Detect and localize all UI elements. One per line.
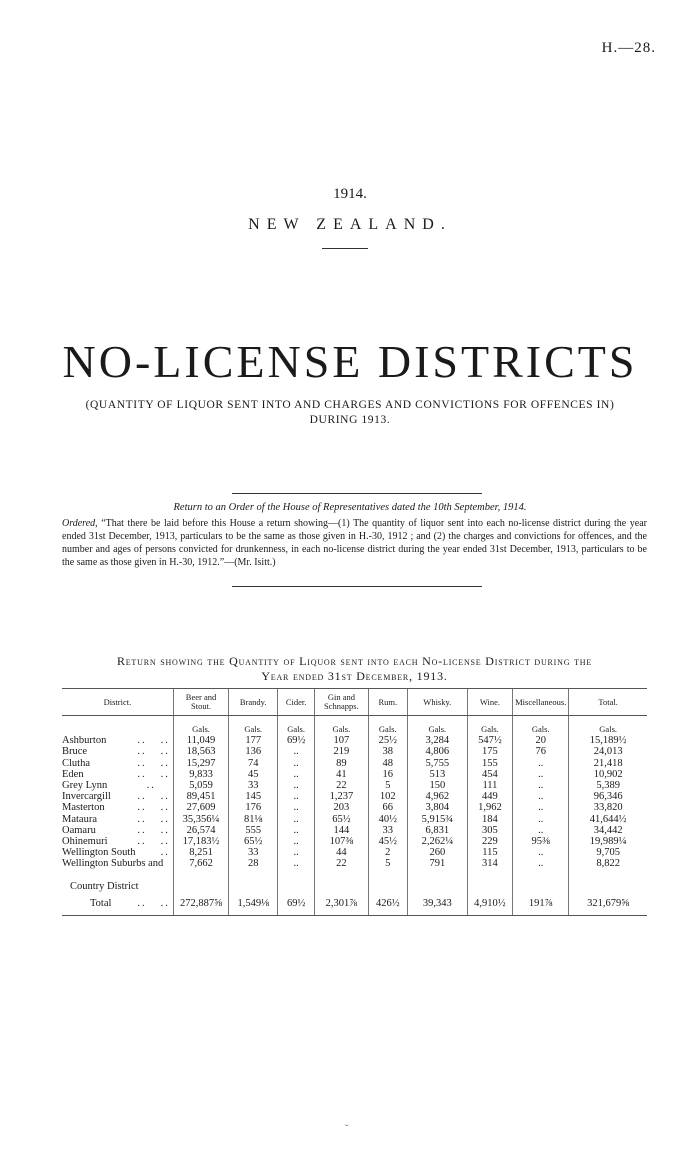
district-name: Ohinemuri bbox=[62, 836, 108, 848]
document-subtitle: (QUANTITY OF LIQUOR SENT INTO AND CHARGES AND CONVICTIONS FOR OFFENCES IN) DURING 1913. bbox=[85, 399, 615, 426]
leader-dots-1: .. bbox=[137, 768, 147, 780]
district-name: Oamaru bbox=[62, 824, 96, 836]
value-cell: 2 bbox=[368, 847, 407, 858]
divider-bottom-note bbox=[232, 586, 482, 587]
table-row bbox=[62, 769, 647, 780]
leader-dots bbox=[156, 881, 170, 892]
value-cell bbox=[407, 881, 467, 892]
page-reference: H.—28. bbox=[601, 40, 656, 56]
leader-dots-2: .. bbox=[160, 791, 170, 803]
value-cell: .. bbox=[278, 847, 315, 858]
value-cell: 95⅜ bbox=[513, 836, 569, 847]
leader-dots-2: .. bbox=[160, 824, 170, 836]
value-cell: 184 bbox=[467, 814, 512, 825]
column-header: Wine. bbox=[467, 689, 512, 716]
value-cell bbox=[569, 881, 647, 892]
value-cell: 9,705 bbox=[569, 847, 647, 858]
value-cell: .. bbox=[513, 780, 569, 791]
unit-cell: Gals. bbox=[569, 716, 647, 736]
value-cell: 66 bbox=[368, 802, 407, 813]
value-cell: .. bbox=[513, 769, 569, 780]
value-cell: 111 bbox=[467, 780, 512, 791]
value-cell: 44 bbox=[315, 847, 369, 858]
document-title: NO-LICENSE DISTRICTS bbox=[62, 336, 638, 387]
value-cell: 5,755 bbox=[407, 758, 467, 769]
leader-dots-1: .. bbox=[137, 836, 147, 848]
leader-dots-2: .. bbox=[160, 898, 170, 910]
value-cell: 1,237 bbox=[315, 791, 369, 802]
district-cell bbox=[62, 892, 173, 916]
unit-cell: Gals. bbox=[278, 716, 315, 736]
value-cell: 45 bbox=[229, 769, 278, 780]
value-cell: .. bbox=[278, 858, 315, 880]
value-cell: 7,662 bbox=[173, 858, 228, 880]
value-cell: 21,418 bbox=[569, 758, 647, 769]
value-cell: .. bbox=[278, 802, 315, 813]
ordered-paragraph bbox=[62, 517, 647, 569]
value-cell: 191⅞ bbox=[513, 892, 569, 916]
leader-dots-2: .. bbox=[160, 847, 170, 859]
liquor-table bbox=[62, 688, 647, 916]
value-cell: 41,644½ bbox=[569, 814, 647, 825]
value-cell: 24,013 bbox=[569, 746, 647, 757]
district-name: Invercargill bbox=[62, 791, 111, 803]
column-header: Brandy. bbox=[229, 689, 278, 716]
unit-cell bbox=[62, 716, 173, 736]
table-row bbox=[62, 858, 647, 880]
value-cell: 19,989¼ bbox=[569, 836, 647, 847]
value-cell: 4,962 bbox=[407, 791, 467, 802]
value-cell: 33 bbox=[229, 780, 278, 791]
leader-dots bbox=[137, 898, 170, 909]
value-cell: 107 bbox=[315, 735, 369, 746]
district-name: Masterton bbox=[62, 802, 105, 814]
value-cell: 791 bbox=[407, 858, 467, 880]
value-cell: 22 bbox=[315, 780, 369, 791]
value-cell bbox=[315, 881, 369, 892]
leader-dots bbox=[137, 769, 170, 780]
value-cell: 513 bbox=[407, 769, 467, 780]
value-cell: 69½ bbox=[278, 892, 315, 916]
header-row bbox=[62, 689, 647, 716]
leader-dots bbox=[137, 836, 170, 847]
district-name: Ashburton bbox=[62, 735, 107, 747]
value-cell: 33 bbox=[368, 825, 407, 836]
value-cell: 5 bbox=[368, 858, 407, 880]
column-header: Beer and Stout. bbox=[173, 689, 228, 716]
divider-short bbox=[322, 248, 368, 249]
value-cell bbox=[173, 881, 228, 892]
leader-dots bbox=[137, 814, 170, 825]
district-cell bbox=[62, 858, 173, 880]
leader-dots-1: .. bbox=[137, 735, 147, 747]
table-heading-line1: Return showing the Quantity of Liquor sent into each No-license District during the bbox=[116, 654, 593, 668]
value-cell: .. bbox=[513, 758, 569, 769]
leader-dots bbox=[137, 802, 170, 813]
value-cell: .. bbox=[278, 825, 315, 836]
leader-dots bbox=[156, 870, 170, 881]
leader-dots-2: .. bbox=[160, 746, 170, 758]
value-cell: 74 bbox=[229, 758, 278, 769]
leader-dots bbox=[147, 780, 170, 791]
district-name: Mataura bbox=[62, 813, 97, 825]
value-cell: 107⅜ bbox=[315, 836, 369, 847]
unit-cell: Gals. bbox=[173, 716, 228, 736]
value-cell: 22 bbox=[315, 858, 369, 880]
unit-cell: Gals. bbox=[315, 716, 369, 736]
value-cell bbox=[368, 881, 407, 892]
value-cell bbox=[467, 881, 512, 892]
value-cell: .. bbox=[278, 758, 315, 769]
table-row bbox=[62, 847, 647, 858]
district-cell bbox=[62, 791, 173, 802]
value-cell: 203 bbox=[315, 802, 369, 813]
value-cell: 6,831 bbox=[407, 825, 467, 836]
district-name: Eden bbox=[62, 768, 84, 780]
table-row bbox=[62, 881, 647, 892]
value-cell: 321,679⅝ bbox=[569, 892, 647, 916]
value-cell: 5,915¾ bbox=[407, 814, 467, 825]
value-cell: .. bbox=[513, 847, 569, 858]
unit-cell: Gals. bbox=[368, 716, 407, 736]
footer-mark: ˇ bbox=[345, 1124, 349, 1135]
district-cell bbox=[62, 814, 173, 825]
value-cell: 8,822 bbox=[569, 858, 647, 880]
value-cell: 96,346 bbox=[569, 791, 647, 802]
value-cell: 1,962 bbox=[467, 802, 512, 813]
leader-dots-2: .. bbox=[160, 768, 170, 780]
value-cell: 177 bbox=[229, 735, 278, 746]
value-cell: 41 bbox=[315, 769, 369, 780]
value-cell: 449 bbox=[467, 791, 512, 802]
district-cell bbox=[62, 836, 173, 847]
value-cell: 20 bbox=[513, 735, 569, 746]
return-order-note: Return to an Order of the House of Representatives dated the 10th September, 1914. bbox=[173, 502, 527, 513]
leader-dots-2: .. bbox=[160, 813, 170, 825]
district-cell bbox=[62, 825, 173, 836]
table-row bbox=[62, 758, 647, 769]
column-header: Gin and Schnapps. bbox=[315, 689, 369, 716]
value-cell: 5,389 bbox=[569, 780, 647, 791]
value-cell: 176 bbox=[229, 802, 278, 813]
district-cell bbox=[62, 780, 173, 791]
leader-dots bbox=[137, 758, 170, 769]
value-cell: 27,609 bbox=[173, 802, 228, 813]
column-header: Miscellaneous. bbox=[513, 689, 569, 716]
unit-cell: Gals. bbox=[229, 716, 278, 736]
value-cell: 28 bbox=[229, 858, 278, 880]
value-cell: 1,549⅛ bbox=[229, 892, 278, 916]
value-cell bbox=[229, 881, 278, 892]
leader-dots bbox=[137, 746, 170, 757]
value-cell: 260 bbox=[407, 847, 467, 858]
value-cell: 9,833 bbox=[173, 769, 228, 780]
leader-dots-1: .. bbox=[137, 791, 147, 803]
value-cell: 89,451 bbox=[173, 791, 228, 802]
table-row bbox=[62, 814, 647, 825]
value-cell: 18,563 bbox=[173, 746, 228, 757]
value-cell: .. bbox=[278, 780, 315, 791]
value-cell: .. bbox=[278, 769, 315, 780]
value-cell bbox=[513, 881, 569, 892]
value-cell: 150 bbox=[407, 780, 467, 791]
value-cell: 76 bbox=[513, 746, 569, 757]
column-header: Rum. bbox=[368, 689, 407, 716]
value-cell: 155 bbox=[467, 758, 512, 769]
table-row bbox=[62, 836, 647, 847]
district-cell bbox=[62, 769, 173, 780]
leader-dots-2: .. bbox=[160, 836, 170, 848]
value-cell: 33,820 bbox=[569, 802, 647, 813]
column-header: District. bbox=[62, 689, 173, 716]
value-cell: 305 bbox=[467, 825, 512, 836]
ordered-lead: Ordered, bbox=[62, 518, 98, 529]
table-row bbox=[62, 746, 647, 757]
value-cell: 8,251 bbox=[173, 847, 228, 858]
district-name: Clutha bbox=[62, 757, 90, 769]
value-cell: 34,442 bbox=[569, 825, 647, 836]
value-cell: 25½ bbox=[368, 735, 407, 746]
district-cell bbox=[62, 758, 173, 769]
value-cell bbox=[278, 881, 315, 892]
value-cell: 15,297 bbox=[173, 758, 228, 769]
value-cell: 65½ bbox=[315, 814, 369, 825]
value-cell: .. bbox=[278, 836, 315, 847]
value-cell: 272,887⅝ bbox=[173, 892, 228, 916]
value-cell: 454 bbox=[467, 769, 512, 780]
leader-dots-2: .. bbox=[160, 757, 170, 769]
report-year: 1914. bbox=[333, 186, 367, 202]
leader-dots bbox=[137, 825, 170, 836]
leader-dots-2: .. bbox=[160, 802, 170, 814]
district-cell bbox=[62, 881, 173, 892]
value-cell: 314 bbox=[467, 858, 512, 880]
unit-cell: Gals. bbox=[513, 716, 569, 736]
leader-dots-1: .. bbox=[137, 802, 147, 814]
value-cell: 33 bbox=[229, 847, 278, 858]
value-cell: 89 bbox=[315, 758, 369, 769]
unit-cell: Gals. bbox=[467, 716, 512, 736]
value-cell: 145 bbox=[229, 791, 278, 802]
unit-cell: Gals. bbox=[407, 716, 467, 736]
leader-dots-1: .. bbox=[137, 898, 147, 910]
table-heading bbox=[62, 654, 647, 684]
value-cell: .. bbox=[513, 858, 569, 880]
leader-dots-1: .. bbox=[137, 746, 147, 758]
country-name: NEW ZEALAND. bbox=[248, 216, 452, 233]
ordered-text: “That there be laid before this House a return showing—(1) The quantity of liquor sent into each no-license district during the year ended 31st December, 1913, particulars to be the same as those given in H.-30, 1912 ; and (2) the charges and convictions for offences, and the number and ages of persons convicted for drunkenness, in each no-license district during the year ended 31st December, 1913, particulars to be the same as those given in H.-30, 1912.”—(Mr. Isitt.) bbox=[62, 518, 647, 568]
district-name: Grey Lynn bbox=[62, 780, 108, 792]
total-row bbox=[62, 892, 647, 916]
value-cell: 4,910½ bbox=[467, 892, 512, 916]
value-cell: 11,049 bbox=[173, 735, 228, 746]
leader-dots bbox=[137, 791, 170, 802]
value-cell: 136 bbox=[229, 746, 278, 757]
value-cell: 2,301⅞ bbox=[315, 892, 369, 916]
value-cell: 555 bbox=[229, 825, 278, 836]
leader-dots bbox=[147, 847, 170, 858]
units-row bbox=[62, 716, 647, 736]
district-name: Wellington South bbox=[62, 847, 136, 859]
leader-dots-1: .. bbox=[146, 780, 156, 792]
value-cell: 35,356¼ bbox=[173, 814, 228, 825]
value-cell: 115 bbox=[467, 847, 512, 858]
value-cell: 5,059 bbox=[173, 780, 228, 791]
divider-top-note bbox=[232, 493, 482, 494]
leader-dots-1: .. bbox=[137, 813, 147, 825]
value-cell: 10,902 bbox=[569, 769, 647, 780]
district-name: Wellington Suburbs and bbox=[62, 858, 164, 870]
value-cell: 40½ bbox=[368, 814, 407, 825]
column-header: Cider. bbox=[278, 689, 315, 716]
district-cell bbox=[62, 746, 173, 757]
value-cell: .. bbox=[513, 791, 569, 802]
table-row bbox=[62, 791, 647, 802]
value-cell: 219 bbox=[315, 746, 369, 757]
value-cell: 48 bbox=[368, 758, 407, 769]
district-cell bbox=[62, 735, 173, 746]
table-heading-line2: Year ended 31st December, 1913. bbox=[261, 669, 448, 683]
value-cell: .. bbox=[513, 802, 569, 813]
value-cell: 4,806 bbox=[407, 746, 467, 757]
district-name: Bruce bbox=[62, 746, 88, 758]
value-cell: 3,804 bbox=[407, 802, 467, 813]
value-cell: .. bbox=[513, 825, 569, 836]
table-row bbox=[62, 825, 647, 836]
value-cell: 65½ bbox=[229, 836, 278, 847]
value-cell: 175 bbox=[467, 746, 512, 757]
value-cell: 16 bbox=[368, 769, 407, 780]
value-cell: 39,343 bbox=[407, 892, 467, 916]
district-cell bbox=[62, 847, 173, 858]
value-cell: .. bbox=[278, 814, 315, 825]
column-header: Whisky. bbox=[407, 689, 467, 716]
value-cell: .. bbox=[278, 791, 315, 802]
value-cell: 426½ bbox=[368, 892, 407, 916]
leader-dots bbox=[137, 735, 170, 746]
value-cell: 45½ bbox=[368, 836, 407, 847]
value-cell: 38 bbox=[368, 746, 407, 757]
table-row bbox=[62, 735, 647, 746]
table-row bbox=[62, 802, 647, 813]
value-cell: 102 bbox=[368, 791, 407, 802]
value-cell: 69½ bbox=[278, 735, 315, 746]
district-cell bbox=[62, 802, 173, 813]
value-cell: 5 bbox=[368, 780, 407, 791]
value-cell: 547½ bbox=[467, 735, 512, 746]
value-cell: 3,284 bbox=[407, 735, 467, 746]
value-cell: 26,574 bbox=[173, 825, 228, 836]
leader-dots-1: .. bbox=[137, 824, 147, 836]
value-cell: 2,262¼ bbox=[407, 836, 467, 847]
value-cell: 15,189½ bbox=[569, 735, 647, 746]
value-cell: 144 bbox=[315, 825, 369, 836]
value-cell: .. bbox=[278, 746, 315, 757]
value-cell: .. bbox=[513, 814, 569, 825]
column-header: Total. bbox=[569, 689, 647, 716]
table-row bbox=[62, 780, 647, 791]
district-name: Total bbox=[90, 898, 112, 910]
leader-dots-1: .. bbox=[137, 757, 147, 769]
district-name: Country District bbox=[70, 880, 139, 892]
leader-dots-2: .. bbox=[160, 735, 170, 747]
liquor-table-container bbox=[62, 688, 647, 916]
value-cell: 81⅛ bbox=[229, 814, 278, 825]
value-cell: 17,183½ bbox=[173, 836, 228, 847]
value-cell: 229 bbox=[467, 836, 512, 847]
